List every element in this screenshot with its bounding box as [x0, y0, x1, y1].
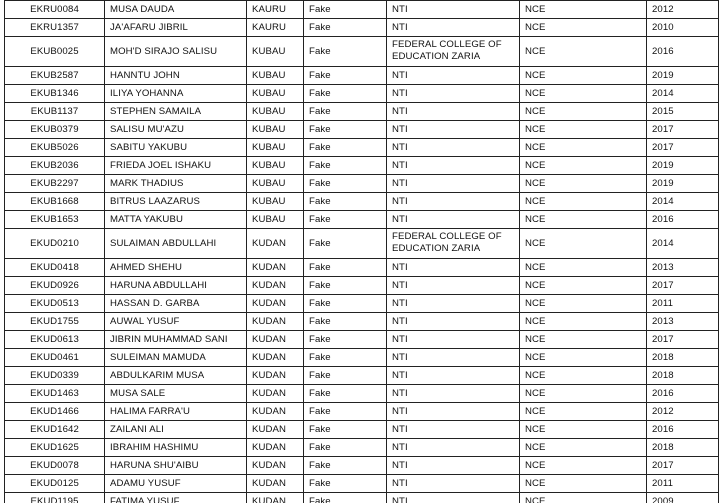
- status-cell: Fake: [304, 175, 387, 193]
- name-cell: JA'AFARU JIBRIL: [105, 19, 247, 37]
- qualification-cell: NCE: [520, 211, 647, 229]
- year-cell: 2012: [647, 403, 719, 421]
- table-row: [5, 103, 719, 121]
- qualification-cell: NCE: [520, 313, 647, 331]
- name-cell: MATTA YAKUBU: [105, 211, 247, 229]
- year-cell: 2009: [647, 493, 719, 503]
- status-cell: Fake: [304, 19, 387, 37]
- institution-cell: NTI: [387, 385, 520, 403]
- qualification-cell: NCE: [520, 259, 647, 277]
- institution-cell: NTI: [387, 211, 520, 229]
- institution-cell: NTI: [387, 259, 520, 277]
- year-cell: 2019: [647, 157, 719, 175]
- status-cell: Fake: [304, 121, 387, 139]
- lga-cell: KUBAU: [247, 157, 304, 175]
- institution-cell: NTI: [387, 85, 520, 103]
- institution-cell: NTI: [387, 349, 520, 367]
- lga-cell: KUDAN: [247, 313, 304, 331]
- name-cell: HARUNA ABDULLAHI: [105, 277, 247, 295]
- status-cell: Fake: [304, 259, 387, 277]
- qualification-cell: NCE: [520, 103, 647, 121]
- status-cell: Fake: [304, 457, 387, 475]
- year-cell: 2018: [647, 439, 719, 457]
- lga-cell: KUBAU: [247, 67, 304, 85]
- lga-cell: KUDAN: [247, 331, 304, 349]
- qualification-cell: NCE: [520, 19, 647, 37]
- institution-cell: NTI: [387, 331, 520, 349]
- year-cell: 2018: [647, 349, 719, 367]
- year-cell: 2011: [647, 475, 719, 493]
- table-row: [5, 67, 719, 85]
- name-cell: SULAIMAN ABDULLAHI: [105, 229, 247, 259]
- name-cell: HANNTU JOHN: [105, 67, 247, 85]
- status-cell: Fake: [304, 313, 387, 331]
- year-cell: 2017: [647, 139, 719, 157]
- id-cell: EKUD1755: [5, 313, 105, 331]
- table-row: [5, 229, 719, 259]
- status-cell: Fake: [304, 295, 387, 313]
- name-cell: SALISU MU'AZU: [105, 121, 247, 139]
- year-cell: 2016: [647, 385, 719, 403]
- institution-cell: NTI: [387, 403, 520, 421]
- name-cell: ILIYA YOHANNA: [105, 85, 247, 103]
- table-row: [5, 139, 719, 157]
- qualification-cell: NCE: [520, 385, 647, 403]
- id-cell: EKUB1137: [5, 103, 105, 121]
- year-cell: 2014: [647, 229, 719, 259]
- id-cell: EKUB2297: [5, 175, 105, 193]
- id-cell: EKUD0339: [5, 367, 105, 385]
- status-cell: Fake: [304, 331, 387, 349]
- lga-cell: KUDAN: [247, 277, 304, 295]
- name-cell: SULEIMAN MAMUDA: [105, 349, 247, 367]
- table-row: [5, 85, 719, 103]
- qualification-cell: NCE: [520, 277, 647, 295]
- institution-cell: NTI: [387, 493, 520, 503]
- qualification-cell: NCE: [520, 493, 647, 503]
- qualification-cell: NCE: [520, 403, 647, 421]
- year-cell: 2017: [647, 331, 719, 349]
- institution-cell: NTI: [387, 439, 520, 457]
- table-row: [5, 313, 719, 331]
- id-cell: EKUD1463: [5, 385, 105, 403]
- qualification-cell: NCE: [520, 139, 647, 157]
- institution-cell: NTI: [387, 457, 520, 475]
- lga-cell: KUDAN: [247, 493, 304, 503]
- institution-cell: NTI: [387, 67, 520, 85]
- qualification-cell: NCE: [520, 67, 647, 85]
- status-cell: Fake: [304, 139, 387, 157]
- name-cell: MUSA DAUDA: [105, 1, 247, 19]
- table-row: [5, 175, 719, 193]
- lga-cell: KUBAU: [247, 175, 304, 193]
- year-cell: 2011: [647, 295, 719, 313]
- name-cell: MOH'D SIRAJO SALISU: [105, 37, 247, 67]
- institution-cell: NTI: [387, 103, 520, 121]
- qualification-cell: NCE: [520, 457, 647, 475]
- status-cell: Fake: [304, 157, 387, 175]
- table-row: [5, 277, 719, 295]
- name-cell: HALIMA FARRA'U: [105, 403, 247, 421]
- qualification-cell: NCE: [520, 475, 647, 493]
- qualification-cell: NCE: [520, 295, 647, 313]
- status-cell: Fake: [304, 103, 387, 121]
- institution-cell: NTI: [387, 19, 520, 37]
- year-cell: 2015: [647, 103, 719, 121]
- year-cell: 2012: [647, 1, 719, 19]
- institution-cell: NTI: [387, 277, 520, 295]
- table-row: [5, 211, 719, 229]
- table-row: [5, 19, 719, 37]
- lga-cell: KUDAN: [247, 259, 304, 277]
- qualification-cell: NCE: [520, 1, 647, 19]
- lga-cell: KUDAN: [247, 295, 304, 313]
- lga-cell: KUDAN: [247, 367, 304, 385]
- year-cell: 2018: [647, 367, 719, 385]
- status-cell: Fake: [304, 229, 387, 259]
- year-cell: 2017: [647, 457, 719, 475]
- qualification-cell: NCE: [520, 157, 647, 175]
- status-cell: Fake: [304, 475, 387, 493]
- id-cell: EKUB2036: [5, 157, 105, 175]
- lga-cell: KAURU: [247, 1, 304, 19]
- institution-cell: NTI: [387, 157, 520, 175]
- qualification-cell: NCE: [520, 421, 647, 439]
- qualification-cell: NCE: [520, 37, 647, 67]
- lga-cell: KUBAU: [247, 193, 304, 211]
- id-cell: EKUB1346: [5, 85, 105, 103]
- year-cell: 2013: [647, 259, 719, 277]
- lga-cell: KUDAN: [247, 421, 304, 439]
- lga-cell: KUBAU: [247, 121, 304, 139]
- year-cell: 2019: [647, 175, 719, 193]
- id-cell: EKUD0926: [5, 277, 105, 295]
- year-cell: 2010: [647, 19, 719, 37]
- year-cell: 2016: [647, 37, 719, 67]
- id-cell: EKUB0025: [5, 37, 105, 67]
- lga-cell: KUDAN: [247, 349, 304, 367]
- lga-cell: KUBAU: [247, 139, 304, 157]
- id-cell: EKUB1653: [5, 211, 105, 229]
- status-cell: Fake: [304, 403, 387, 421]
- lga-cell: KUDAN: [247, 475, 304, 493]
- id-cell: EKUD0210: [5, 229, 105, 259]
- year-cell: 2016: [647, 421, 719, 439]
- institution-cell: NTI: [387, 313, 520, 331]
- status-cell: Fake: [304, 193, 387, 211]
- table-row: [5, 295, 719, 313]
- qualification-cell: NCE: [520, 175, 647, 193]
- name-cell: SABITU YAKUBU: [105, 139, 247, 157]
- table-row: [5, 457, 719, 475]
- institution-cell: NTI: [387, 475, 520, 493]
- id-cell: EKUD0513: [5, 295, 105, 313]
- name-cell: STEPHEN SAMAILA: [105, 103, 247, 121]
- table-row: [5, 403, 719, 421]
- status-cell: Fake: [304, 439, 387, 457]
- institution-cell: FEDERAL COLLEGE OF EDUCATION ZARIA: [387, 37, 520, 67]
- qualification-cell: NCE: [520, 349, 647, 367]
- qualification-cell: NCE: [520, 439, 647, 457]
- name-cell: AHMED SHEHU: [105, 259, 247, 277]
- status-cell: Fake: [304, 67, 387, 85]
- table-row: [5, 193, 719, 211]
- name-cell: ZAILANI ALI: [105, 421, 247, 439]
- lga-cell: KUDAN: [247, 403, 304, 421]
- status-cell: Fake: [304, 37, 387, 67]
- id-cell: EKUB0379: [5, 121, 105, 139]
- id-cell: EKUB2587: [5, 67, 105, 85]
- status-cell: Fake: [304, 349, 387, 367]
- qualification-cell: NCE: [520, 85, 647, 103]
- table-row: [5, 349, 719, 367]
- year-cell: 2017: [647, 277, 719, 295]
- institution-cell: NTI: [387, 1, 520, 19]
- institution-cell: NTI: [387, 175, 520, 193]
- table-row: [5, 1, 719, 19]
- lga-cell: KUBAU: [247, 211, 304, 229]
- id-cell: EKUD0461: [5, 349, 105, 367]
- name-cell: MARK THADIUS: [105, 175, 247, 193]
- lga-cell: KUDAN: [247, 439, 304, 457]
- status-cell: Fake: [304, 367, 387, 385]
- name-cell: ADAMU YUSUF: [105, 475, 247, 493]
- name-cell: BITRUS LAAZARUS: [105, 193, 247, 211]
- lga-cell: KUDAN: [247, 385, 304, 403]
- table-row: [5, 493, 719, 503]
- year-cell: 2017: [647, 121, 719, 139]
- name-cell: FRIEDA JOEL ISHAKU: [105, 157, 247, 175]
- records-table: [4, 0, 719, 503]
- name-cell: HASSAN D. GARBA: [105, 295, 247, 313]
- name-cell: MUSA SALE: [105, 385, 247, 403]
- status-cell: Fake: [304, 421, 387, 439]
- table-row: [5, 37, 719, 67]
- status-cell: Fake: [304, 277, 387, 295]
- institution-cell: NTI: [387, 295, 520, 313]
- qualification-cell: NCE: [520, 193, 647, 211]
- status-cell: Fake: [304, 211, 387, 229]
- lga-cell: KUBAU: [247, 85, 304, 103]
- table-row: [5, 157, 719, 175]
- institution-cell: NTI: [387, 139, 520, 157]
- id-cell: EKUD0418: [5, 259, 105, 277]
- name-cell: AUWAL YUSUF: [105, 313, 247, 331]
- id-cell: EKUD1625: [5, 439, 105, 457]
- records-table-body: [5, 1, 719, 503]
- qualification-cell: NCE: [520, 121, 647, 139]
- status-cell: Fake: [304, 1, 387, 19]
- status-cell: Fake: [304, 85, 387, 103]
- status-cell: Fake: [304, 493, 387, 503]
- lga-cell: KAURU: [247, 19, 304, 37]
- table-row: [5, 331, 719, 349]
- name-cell: IBRAHIM HASHIMU: [105, 439, 247, 457]
- id-cell: EKRU1357: [5, 19, 105, 37]
- lga-cell: KUBAU: [247, 37, 304, 67]
- table-row: [5, 421, 719, 439]
- year-cell: 2019: [647, 67, 719, 85]
- id-cell: EKUD0078: [5, 457, 105, 475]
- id-cell: EKUB5026: [5, 139, 105, 157]
- id-cell: EKUD0613: [5, 331, 105, 349]
- year-cell: 2014: [647, 85, 719, 103]
- id-cell: EKRU0084: [5, 1, 105, 19]
- qualification-cell: NCE: [520, 331, 647, 349]
- status-cell: Fake: [304, 385, 387, 403]
- qualification-cell: NCE: [520, 229, 647, 259]
- institution-cell: NTI: [387, 421, 520, 439]
- year-cell: 2016: [647, 211, 719, 229]
- institution-cell: NTI: [387, 121, 520, 139]
- institution-cell: FEDERAL COLLEGE OF EDUCATION ZARIA: [387, 229, 520, 259]
- year-cell: 2013: [647, 313, 719, 331]
- lga-cell: KUDAN: [247, 457, 304, 475]
- institution-cell: NTI: [387, 367, 520, 385]
- name-cell: HARUNA SHU'AIBU: [105, 457, 247, 475]
- id-cell: EKUD1195: [5, 493, 105, 503]
- table-row: [5, 259, 719, 277]
- year-cell: 2014: [647, 193, 719, 211]
- lga-cell: KUBAU: [247, 103, 304, 121]
- name-cell: JIBRIN MUHAMMAD SANI: [105, 331, 247, 349]
- table-row: [5, 385, 719, 403]
- table-row: [5, 121, 719, 139]
- table-row: [5, 439, 719, 457]
- id-cell: EKUD0125: [5, 475, 105, 493]
- table-row: [5, 475, 719, 493]
- qualification-cell: NCE: [520, 367, 647, 385]
- institution-cell: NTI: [387, 193, 520, 211]
- lga-cell: KUDAN: [247, 229, 304, 259]
- name-cell: FATIMA YUSUF: [105, 493, 247, 503]
- id-cell: EKUD1466: [5, 403, 105, 421]
- table-row: [5, 367, 719, 385]
- name-cell: ABDULKARIM MUSA: [105, 367, 247, 385]
- id-cell: EKUB1668: [5, 193, 105, 211]
- id-cell: EKUD1642: [5, 421, 105, 439]
